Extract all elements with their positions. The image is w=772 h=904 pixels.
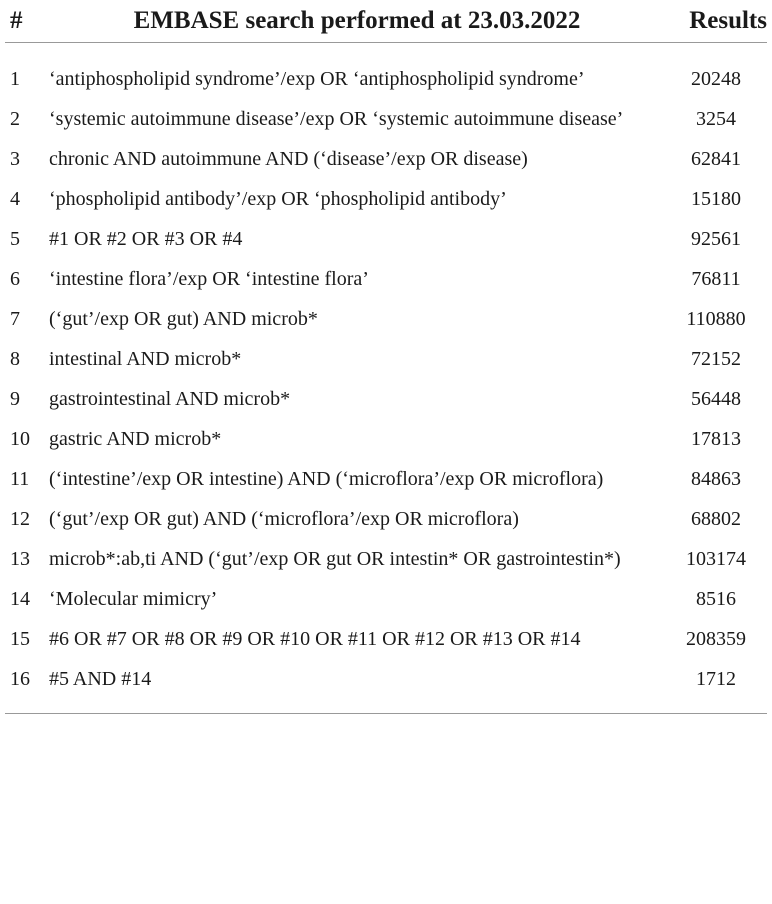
row-search-query: #6 OR #7 OR #8 OR #9 OR #10 OR #11 OR #12 OR #13 OR #14	[49, 628, 581, 650]
table-row	[5, 180, 767, 220]
row-search-query: gastric AND microb*	[49, 428, 222, 450]
row-number: 5	[10, 228, 20, 250]
row-number: 14	[10, 588, 30, 610]
row-results: 1712	[665, 660, 767, 714]
table-row	[5, 460, 767, 500]
table-row	[5, 620, 767, 660]
row-number: 10	[10, 428, 30, 450]
row-number: 1	[10, 68, 20, 90]
row-results: 103174	[686, 548, 746, 570]
row-number: 4	[10, 188, 20, 210]
row-results: 92561	[691, 228, 741, 250]
row-search-query: #1 OR #2 OR #3 OR #4	[49, 228, 243, 250]
row-number: 3	[10, 148, 20, 170]
table-row	[5, 420, 767, 460]
row-search-query: (‘intestine’/exp OR intestine) AND (‘microflora’/exp OR microflora)	[49, 468, 604, 490]
row-results: 72152	[691, 348, 741, 370]
row-results: 8516	[696, 588, 736, 610]
row-results: 208359	[686, 628, 746, 650]
row-number: 7	[10, 308, 20, 330]
row-results: 17813	[691, 428, 741, 450]
header-search-query: EMBASE search performed at 23.03.2022	[49, 0, 665, 43]
table-row	[5, 260, 767, 300]
row-results: 62841	[691, 148, 741, 170]
row-results: 20248	[691, 68, 741, 90]
row-search-query: chronic AND autoimmune AND (‘disease’/exp OR disease)	[49, 148, 528, 170]
row-number: 9	[10, 388, 20, 410]
table-row	[5, 580, 767, 620]
table-body	[5, 43, 767, 714]
table-row	[5, 43, 767, 100]
row-number: 16	[5, 660, 49, 714]
table-row	[5, 100, 767, 140]
table-row	[5, 340, 767, 380]
table-row	[5, 300, 767, 340]
row-search-query: ‘phospholipid antibody’/exp OR ‘phospholipid antibody’	[49, 188, 507, 210]
row-number: 15	[10, 628, 30, 650]
table-header	[5, 0, 767, 43]
row-number: 6	[10, 268, 20, 290]
row-results: 3254	[696, 108, 736, 130]
row-number: 2	[10, 108, 20, 130]
row-search-query: gastrointestinal AND microb*	[49, 388, 291, 410]
row-number: 11	[10, 468, 30, 490]
row-results: 68802	[691, 508, 741, 530]
table-row	[5, 220, 767, 260]
header-results: Results	[665, 0, 767, 43]
row-search-query: #5 AND #14	[49, 660, 665, 714]
row-search-query: intestinal AND microb*	[49, 348, 242, 370]
row-search-query: ‘Molecular mimicry’	[49, 588, 218, 610]
row-search-query: ‘intestine flora’/exp OR ‘intestine flora’	[49, 268, 369, 290]
header-row	[5, 0, 767, 43]
table-row	[5, 380, 767, 420]
row-results: 110880	[686, 308, 746, 330]
row-number: 8	[10, 348, 20, 370]
row-results: 84863	[691, 468, 741, 490]
row-search-query: (‘gut’/exp OR gut) AND (‘microflora’/exp OR microflora)	[49, 508, 519, 530]
row-results: 15180	[691, 188, 741, 210]
search-strategy-table	[5, 0, 767, 714]
row-number: 13	[10, 548, 30, 570]
row-results: 56448	[691, 388, 741, 410]
row-number: 12	[10, 508, 30, 530]
table-row	[5, 660, 767, 714]
table-row	[5, 540, 767, 580]
row-search-query: ‘antiphospholipid syndrome’/exp OR ‘antiphospholipid syndrome’	[49, 68, 585, 90]
header-number: #	[5, 0, 49, 43]
row-search-query: ‘systemic autoimmune disease’/exp OR ‘systemic autoimmune disease’	[49, 108, 624, 130]
table-row	[5, 500, 767, 540]
table-row	[5, 140, 767, 180]
row-results: 76811	[691, 268, 741, 290]
row-search-query: (‘gut’/exp OR gut) AND microb*	[49, 308, 318, 330]
row-search-query: microb*:ab,ti AND (‘gut’/exp OR gut OR intestin* OR gastrointestin*)	[49, 548, 621, 570]
